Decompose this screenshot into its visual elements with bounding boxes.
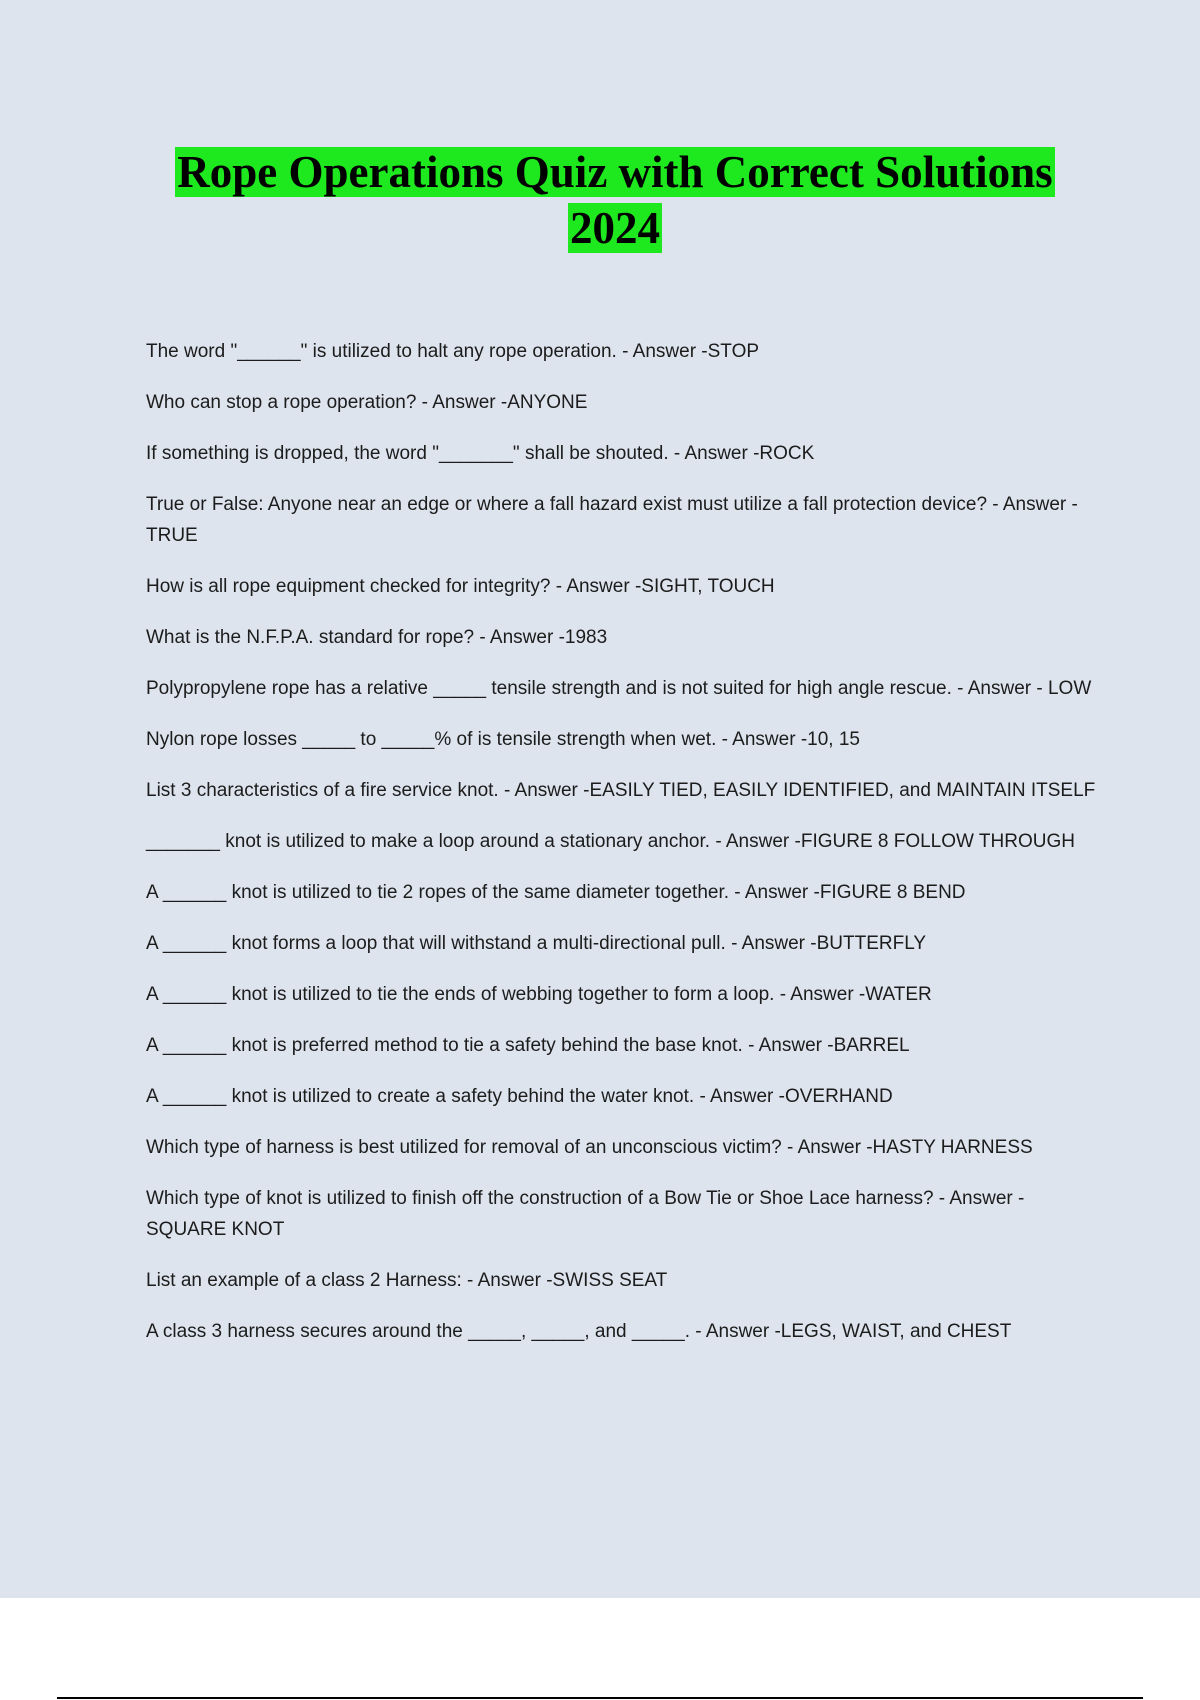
document-title xyxy=(140,144,1090,256)
qa-item: How is all rope equipment checked for integrity? - Answer -SIGHT, TOUCH xyxy=(146,576,775,597)
qa-item: Nylon rope losses _____ to _____% of is tensile strength when wet. - Answer -10, 15 xyxy=(146,729,860,750)
qa-item: A ______ knot is preferred method to tie a safety behind the base knot. - Answer -BARREL xyxy=(146,1035,910,1056)
qa-item: List an example of a class 2 Harness: - Answer -SWISS SEAT xyxy=(146,1270,668,1291)
qa-item: A ______ knot is utilized to create a safety behind the water knot. - Answer -OVERHAND xyxy=(146,1086,893,1107)
title-line-2: 2024 xyxy=(570,203,660,253)
qa-item: If something is dropped, the word "_______" shall be shouted. - Answer -ROCK xyxy=(146,443,815,464)
qa-item: True or False: Anyone near an edge or where a fall hazard exist must utilize a fall protection device? - Answer -TRUE xyxy=(146,494,1078,546)
qa-item: A ______ knot is utilized to tie the ends of webbing together to form a loop. - Answer -WATER xyxy=(146,984,932,1005)
qa-item: Who can stop a rope operation? - Answer -ANYONE xyxy=(146,392,588,413)
qa-item: Which type of knot is utilized to finish off the construction of a Bow Tie or Shoe Lace harness? - Answer - SQUARE KNOT xyxy=(146,1188,1025,1240)
qa-list xyxy=(146,336,1096,1367)
qa-item: A class 3 harness secures around the _____, _____, and _____. - Answer -LEGS, WAIST, and CHEST xyxy=(146,1321,1012,1342)
qa-item: List 3 characteristics of a fire service knot. - Answer -EASILY TIED, EASILY IDENTIFIED, and MAINTAIN ITSELF xyxy=(146,780,1096,801)
qa-item: Which type of harness is best utilized for removal of an unconscious victim? - Answer -HASTY HARNESS xyxy=(146,1137,1033,1158)
qa-item: A ______ knot is utilized to tie 2 ropes of the same diameter together. - Answer -FIGURE 8 BEND xyxy=(146,882,966,903)
title-line-1: Rope Operations Quiz with Correct Solutions xyxy=(177,147,1053,197)
qa-item: What is the N.F.P.A. standard for rope? - Answer -1983 xyxy=(146,627,608,648)
qa-item: Polypropylene rope has a relative _____ tensile strength and is not suited for high angle rescue. - Answer - LOW xyxy=(146,678,1092,699)
qa-item: The word "______" is utilized to halt any rope operation. - Answer -STOP xyxy=(146,341,760,362)
qa-item: _______ knot is utilized to make a loop around a stationary anchor. - Answer -FIGURE 8 FOLLOW THROUGH xyxy=(146,831,1075,852)
qa-item: A ______ knot forms a loop that will withstand a multi-directional pull. - Answer -BUTTERFLY xyxy=(146,933,927,954)
footer-divider xyxy=(57,1697,1143,1699)
